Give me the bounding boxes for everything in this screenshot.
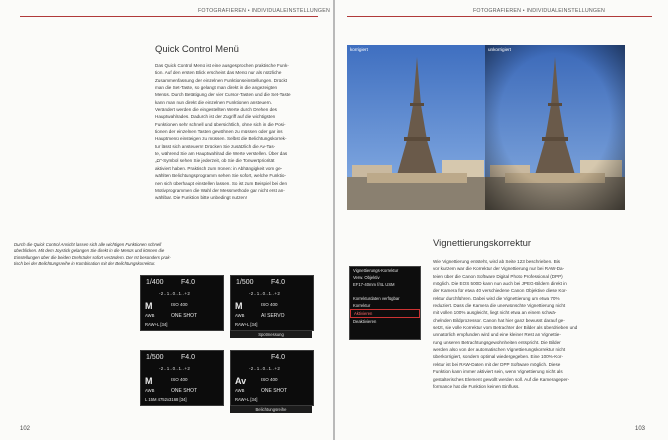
- body-line: kann man nun direkt die einzelnen Funktionen ansteuern.: [155, 99, 272, 105]
- image-format: RAW+L [34]: [235, 322, 258, 327]
- camera-screen: [140, 350, 224, 406]
- section-title-quick-control: Quick Control Menü: [155, 44, 239, 55]
- body-line: man die Set-Taste, so gelangt man direkt in die angezeigten: [155, 85, 278, 91]
- photo-label-corrected: korrigiert: [350, 47, 368, 52]
- body-line: Zusammenfassung der einzelnen Funktionseinstellungen. Drückt: [155, 77, 288, 83]
- iso-value: ISO 400: [261, 377, 278, 382]
- af-mode: ONE SHOT: [261, 388, 288, 394]
- aperture-value: F4.0: [271, 279, 286, 286]
- white-balance: AWB: [145, 388, 155, 393]
- body-line: setzt, sie volle Korrektur vom Betrachter der Bilder als überdrieben und: [433, 325, 578, 331]
- caption-line: Durch die Quick Control Ansicht lassen sich alle wichtigen Funktionen schnell: [14, 242, 162, 247]
- body-line: tion. Auf den ersten Blick erscheint das Menü nur als nützliche: [155, 70, 282, 76]
- white-balance: AWB: [235, 388, 245, 393]
- body-line: rung unseren Betrachtungsgewohnheiten entspricht. Die Bilder: [433, 339, 561, 345]
- body-line: Hauptmenü einsteigen zu müssen. Selbst die Belichtungskorrek-: [155, 136, 287, 142]
- body-line: möglich. Die EOS 500D kann nun auch bei JPEG-Bildern direkt in: [433, 281, 567, 287]
- section-title-vignetting: Vignettierungskorrektur: [433, 238, 532, 249]
- menu-item[interactable]: Verw. Objektiv: [353, 275, 380, 280]
- camera-screen: [230, 350, 314, 406]
- body-line: Hauptwahlrades. Dadurch ist der Zugriff auf die wichtigsten: [155, 114, 276, 120]
- white-balance: AWB: [145, 313, 155, 318]
- exposure-scale: -2..1..0..1..+2: [249, 291, 281, 296]
- shutter-speed: 1/500: [236, 279, 254, 286]
- shutter-speed: 1/500: [146, 354, 164, 361]
- body-line: wählbar. Die Funktion bitte unbedingt nutzen!: [155, 195, 247, 201]
- aperture-value: F4.0: [181, 354, 196, 361]
- shooting-mode: M: [145, 376, 153, 386]
- shooting-mode: Av: [235, 376, 247, 386]
- iso-value: ISO 400: [171, 302, 188, 307]
- aperture-value: F4.0: [271, 354, 286, 361]
- body-line: rektur durchführen. Dabei wird die Vignettierung um etwa 70%: [433, 295, 560, 301]
- body-line: teien über die Canon Software Digital Photo Professional (DPP): [433, 273, 563, 279]
- body-line: reduziert. Dass die Kamera die unerwünschte Vignettierung nicht: [433, 303, 566, 309]
- screens-caption: [14, 242, 314, 268]
- caption-line: Einstellungen über die beiden Drehräder sofort verändern. Der Ist besonders prak-: [14, 254, 171, 260]
- vignetting-menu-screen: [349, 266, 421, 340]
- aperture-value: F4.0: [181, 279, 196, 286]
- photo-corrected: [347, 45, 487, 210]
- body-line: Menüs. Durch Betätigung der vier Cursor-Tasten und die Set-Taste: [155, 92, 291, 98]
- camera-screen-caption: Belichtungsreihe: [230, 406, 312, 413]
- running-header-right: FOTOGRAFIEREN • INDIVIDUALEINSTELLUNGEN: [473, 8, 605, 14]
- body-line: Funktion kann immer aktiviert sein, wenn Vignettierung nicht als: [433, 369, 563, 375]
- camera-screen: [230, 275, 314, 331]
- body-line: rektur ist bei RAW-Daten mit der DPP Software möglich. Diese: [433, 361, 561, 367]
- menu-item[interactable]: [350, 288, 420, 295]
- body-line: vor kurzem war die Korrektur der Vignettierung nur bei RAW-Da-: [433, 266, 565, 272]
- shooting-mode: M: [235, 301, 243, 311]
- image-format: RAW+L [34]: [235, 397, 258, 402]
- af-mode: ONE SHOT: [171, 313, 198, 319]
- body-line: gestalterisches Element gewollt werden soll. Auf die Kamerageper-: [433, 376, 570, 382]
- body-line: Motivprogrammen die Wahl der Messmethode gar nicht erst an-: [155, 187, 285, 193]
- menu-item[interactable]: Korrektur: [353, 303, 371, 308]
- body-line: Wie Vignettierung entsteht, wird ab Seite 123 beschrieben. Bis: [433, 259, 561, 264]
- menu-item[interactable]: Vignettierungs-Korrektur: [353, 268, 399, 273]
- body-line: Verändert werden die eingestellten Werte durch Drehen des: [155, 107, 277, 113]
- right-body-text: [433, 258, 653, 390]
- af-mode: ONE SHOT: [171, 388, 198, 394]
- body-line: unnatürlich empfunden wird und eine kleiner Rest an Vignettie-: [433, 332, 561, 338]
- right-page: [335, 0, 668, 440]
- body-line: tur lässt sich ansteuern! Drücken Sie zusätzlich die Av-Tas-: [155, 143, 276, 149]
- menu-item[interactable]: Korrekturdaten verfügbar: [353, 296, 400, 301]
- shooting-mode: M: [145, 301, 153, 311]
- iso-value: ISO 400: [261, 302, 278, 307]
- exposure-scale: -2..1..0..1..+2: [159, 366, 191, 371]
- body-line: mit vollen 100% ausgleicht, liegt nicht etwa an einem schwä-: [433, 310, 557, 316]
- iso-value: ISO 400: [171, 377, 188, 382]
- menu-item[interactable]: Aktivieren: [350, 309, 420, 318]
- photo-uncorrected: [485, 45, 625, 210]
- page-number-left: 102: [20, 426, 31, 432]
- menu-item[interactable]: EF17-40mm f/4L USM: [353, 282, 395, 287]
- body-line: nen sich überhaupt einstellen lassen. So ist zum Beispiel bei den: [155, 180, 288, 186]
- photo-label-uncorrected: unkorrigiert: [488, 47, 511, 52]
- exposure-scale: -2..1..0..1..+2: [249, 366, 281, 371]
- shutter-speed: 1/400: [146, 279, 164, 286]
- body-line: wählten Belichtungsprogramm sehen Sie sofort, welche Funktio-: [155, 173, 286, 179]
- menu-item[interactable]: Deaktivieren: [353, 319, 377, 324]
- white-balance: AWB: [235, 313, 245, 318]
- image-format: RAW+L [34]: [145, 322, 168, 327]
- body-line: formance hat die Funktion keinen Einfluss.: [433, 383, 520, 389]
- body-line: werden also von der automatischen Vignettierungskorrektur nicht: [433, 347, 566, 353]
- body-line: Funktionen sehr schnell und übersichtlich, ohne sich in die Posi-: [155, 121, 286, 127]
- body-line: te, während Sie am Hauptwahlrad die Werte verstellen. Über das: [155, 151, 288, 157]
- camera-screen: [140, 275, 224, 331]
- body-line: überkorrigiert, sondern optimal wiedergegeben. Eine 100%-Kor-: [433, 354, 563, 360]
- caption-line: überblicken. Mit dem Joystick gelangen Sie direkt in die Menüs und können die: [14, 248, 165, 254]
- image-format: L 15M 4752x3168 [34]: [145, 397, 187, 402]
- page-number-right: 103: [635, 426, 646, 432]
- body-line: Das Quick Control Menü ist eine ausgesprochen praktische Funk-: [155, 63, 289, 68]
- body-line: aktiviert haben. Praktisch zum Ironen: in Abhängigkeit vom ge-: [155, 165, 283, 171]
- header-rule-left: [20, 16, 318, 17]
- af-mode: AI SERVO: [261, 313, 285, 319]
- body-line: „Ω"-Symbol sehen Sie jederzeit, ob Sie die Tonwertpriorität: [155, 158, 275, 164]
- body-line: tionen der einzelnen Tasten gewöhnen zu müssen oder gar ins: [155, 129, 283, 135]
- running-header-left: FOTOGRAFIEREN • INDIVIDUALEINSTELLUNGEN: [198, 8, 330, 14]
- caption-line: tisch bei der Belichtungsreihe in Kombination mit der Belichtungskorrektur.: [14, 261, 156, 267]
- body-line: der Kamera für etwa 40 verschiedene Canon Objektive diese Kor-: [433, 288, 568, 294]
- exposure-scale: -2..1..0..1..+2: [159, 291, 191, 296]
- left-body-text: [155, 62, 315, 202]
- header-rule-right: [347, 16, 652, 17]
- camera-screen-caption: Spotmessung: [230, 331, 312, 338]
- left-page: [0, 0, 333, 440]
- body-line: chelnden Bildprozessor. Canon hat hier ganz bewusst darauf ge-: [433, 317, 565, 323]
